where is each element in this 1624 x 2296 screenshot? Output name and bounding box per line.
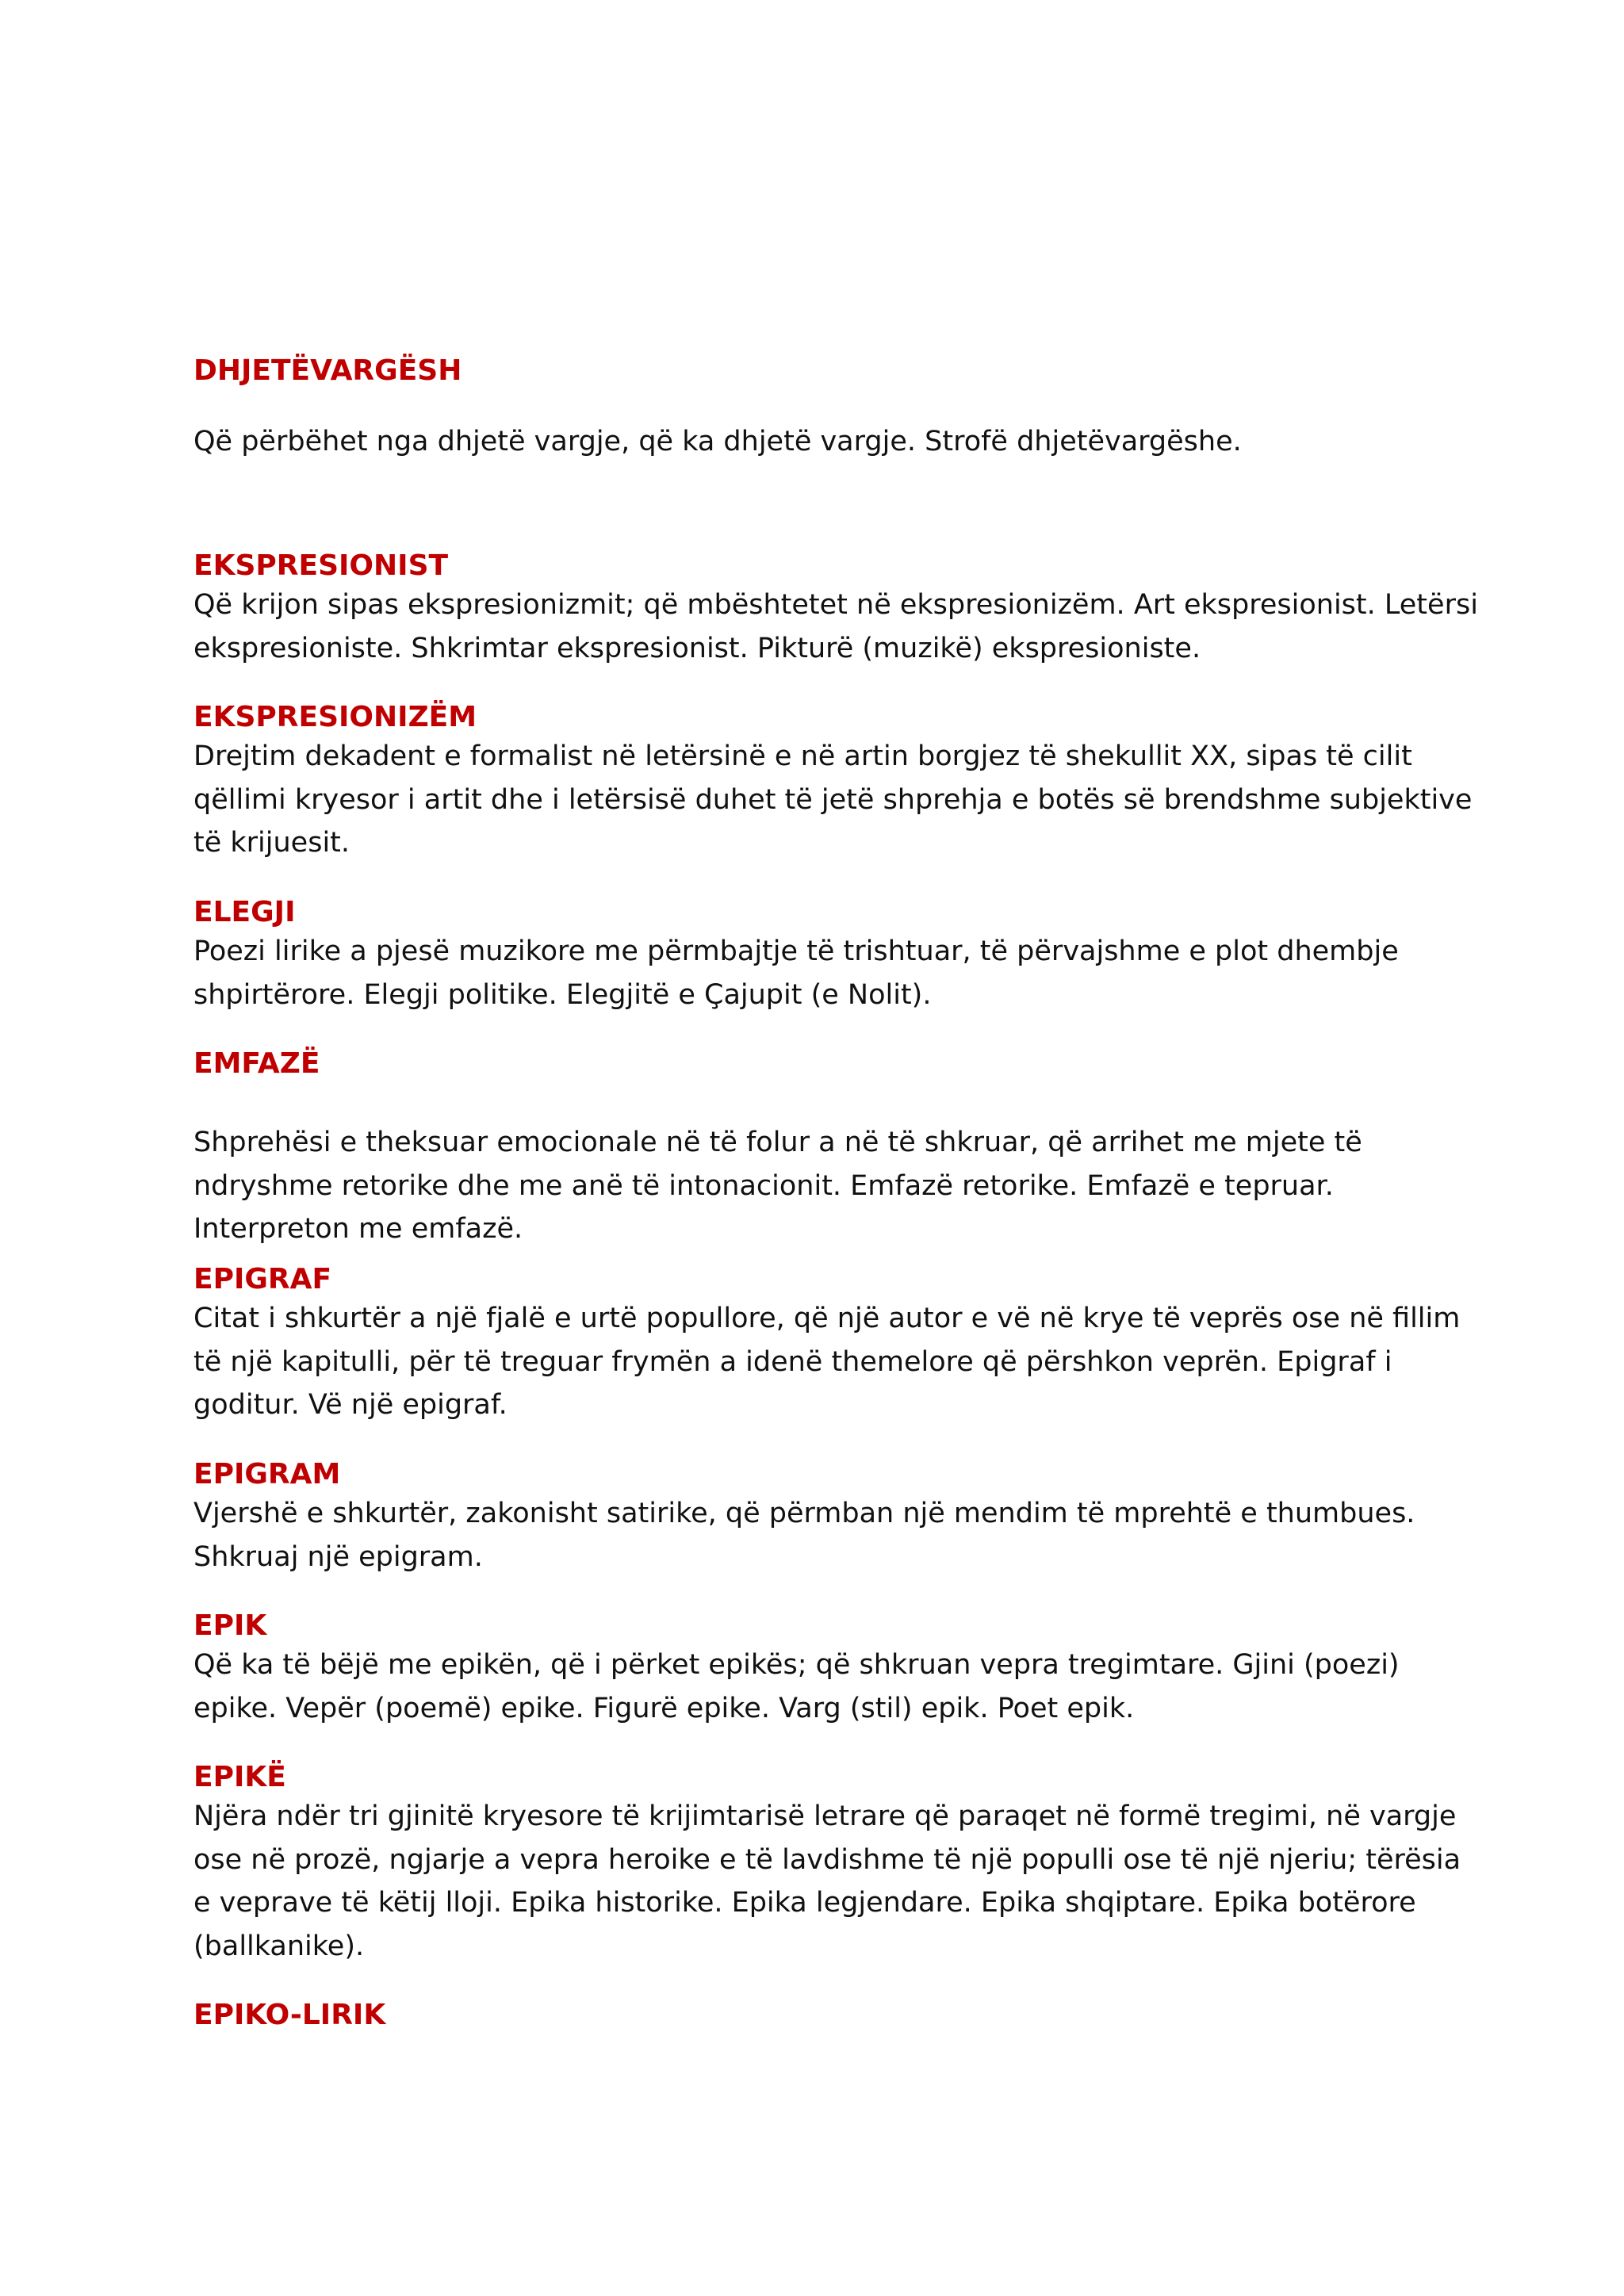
entry-term: EPIGRAF xyxy=(193,1263,332,1295)
entry-definition xyxy=(193,1795,1461,1968)
glossary-entry xyxy=(193,700,1473,865)
definition-line: Citat i shkurtër a një fjalë e urtë popullore, që një autor e vë në krye të veprës ose në fillim xyxy=(193,1303,1461,1334)
glossary-entry xyxy=(193,1998,1446,2033)
definition-line: Drejtim dekadent e formalist në letërsinë e në artin borgjez të shekullit XX, sipas të cilit xyxy=(193,740,1412,772)
glossary-entry xyxy=(193,354,1446,464)
entry-term: ELEGJI xyxy=(193,896,296,928)
definition-line: qëllimi kryesor i artit dhe i letërsisë duhet të jetë shprehja e botës së brendshme subjektive xyxy=(193,783,1473,816)
entry-definition xyxy=(193,584,1478,670)
entry-definition xyxy=(193,930,1446,1016)
definition-line: të një kapitulli, për të treguar frymën a idenë themelore që përshkon veprën. Epigraf i xyxy=(193,1345,1392,1378)
definition-line: Që përbëhet nga dhjetë vargje, që ka dhjetë vargje. Strofë dhjetëvargëshe. xyxy=(193,426,1242,457)
definition-line: e veprave të këtij lloji. Epika historike. Epika legjendare. Epika shqiptare. Epika botërore xyxy=(193,1887,1416,1919)
definition-line: Shprehësi e theksuar emocionale në të folur a në të shkruar, që arrihet me mjete të xyxy=(193,1127,1362,1158)
definition-line: ose në prozë, ngjarje a vepra heroike e të lavdishme të një populli ose të një njeriu; tërësia xyxy=(193,1843,1461,1876)
glossary-entry xyxy=(193,549,1478,670)
glossary-entry xyxy=(193,1457,1446,1578)
definition-line: epike. Vepër (poemë) epike. Figurë epike. Varg (stil) epik. Poet epik. xyxy=(193,1692,1135,1724)
glossary-entry xyxy=(193,1609,1446,1730)
definition-line: Interpreton me emfazë. xyxy=(193,1213,523,1245)
entry-term: EPIGRAM xyxy=(193,1458,341,1490)
entry-definition xyxy=(193,735,1473,865)
entry-term: EMFAZË xyxy=(193,1047,320,1080)
glossary-entry xyxy=(193,1760,1461,1968)
entry-definition xyxy=(193,1297,1461,1427)
definition-line: të krijuesit. xyxy=(193,827,350,859)
entry-term: EKSPRESIONIST xyxy=(193,549,449,582)
entry-term: DHJETËVARGËSH xyxy=(193,354,462,387)
entry-definition xyxy=(193,1121,1446,1251)
definition-line: (ballkanike). xyxy=(193,1930,365,1962)
definition-line: Që krijon sipas ekspresionizmit; që mbështetet në ekspresionizëm. Art ekspresionist. Letërsi xyxy=(193,589,1478,621)
definition-line: Vjershë e shkurtër, zakonisht satirike, që përmban një mendim të mprehtë e thumbues. xyxy=(193,1498,1415,1529)
entry-definition xyxy=(193,1644,1446,1730)
definition-line: ekspresioniste. Shkrimtar ekspresionist. Pikturë (muzikë) ekspresioniste. xyxy=(193,632,1201,664)
definition-line: Njëra ndër tri gjinitë kryesore të krijimtarisë letrare që paraqet në formë tregimi, në vargje xyxy=(193,1800,1457,1832)
definition-line: Që ka të bëjë me epikën, që i përket epikës; që shkruan vepra tregimtare. Gjini (poezi) xyxy=(193,1649,1400,1681)
entry-term: EPIKË xyxy=(193,1761,286,1793)
entry-definition xyxy=(193,1492,1446,1578)
entry-term: EPIKO-LIRIK xyxy=(193,1999,386,2031)
definition-line: ndryshme retorike dhe me anë të intonacionit. Emfazë retorike. Emfazë e tepruar. xyxy=(193,1169,1334,1202)
glossary-entry xyxy=(193,1262,1461,1427)
definition-line: goditur. Vë një epigraf. xyxy=(193,1389,508,1421)
entry-term: EPIK xyxy=(193,1609,267,1642)
entry-definition xyxy=(193,420,1446,464)
definition-line: Shkruaj një epigram. xyxy=(193,1540,483,1573)
glossary-entry xyxy=(193,895,1446,1016)
glossary-entry xyxy=(193,1047,1446,1251)
definition-line: Poezi lirike a pjesë muzikore me përmbajtje të trishtuar, të përvajshme e plot dhembje xyxy=(193,936,1399,967)
entry-term: EKSPRESIONIZËM xyxy=(193,701,477,733)
definition-line: shpirtërore. Elegji politike. Elegjitë e Çajupit (e Nolit). xyxy=(193,978,932,1011)
